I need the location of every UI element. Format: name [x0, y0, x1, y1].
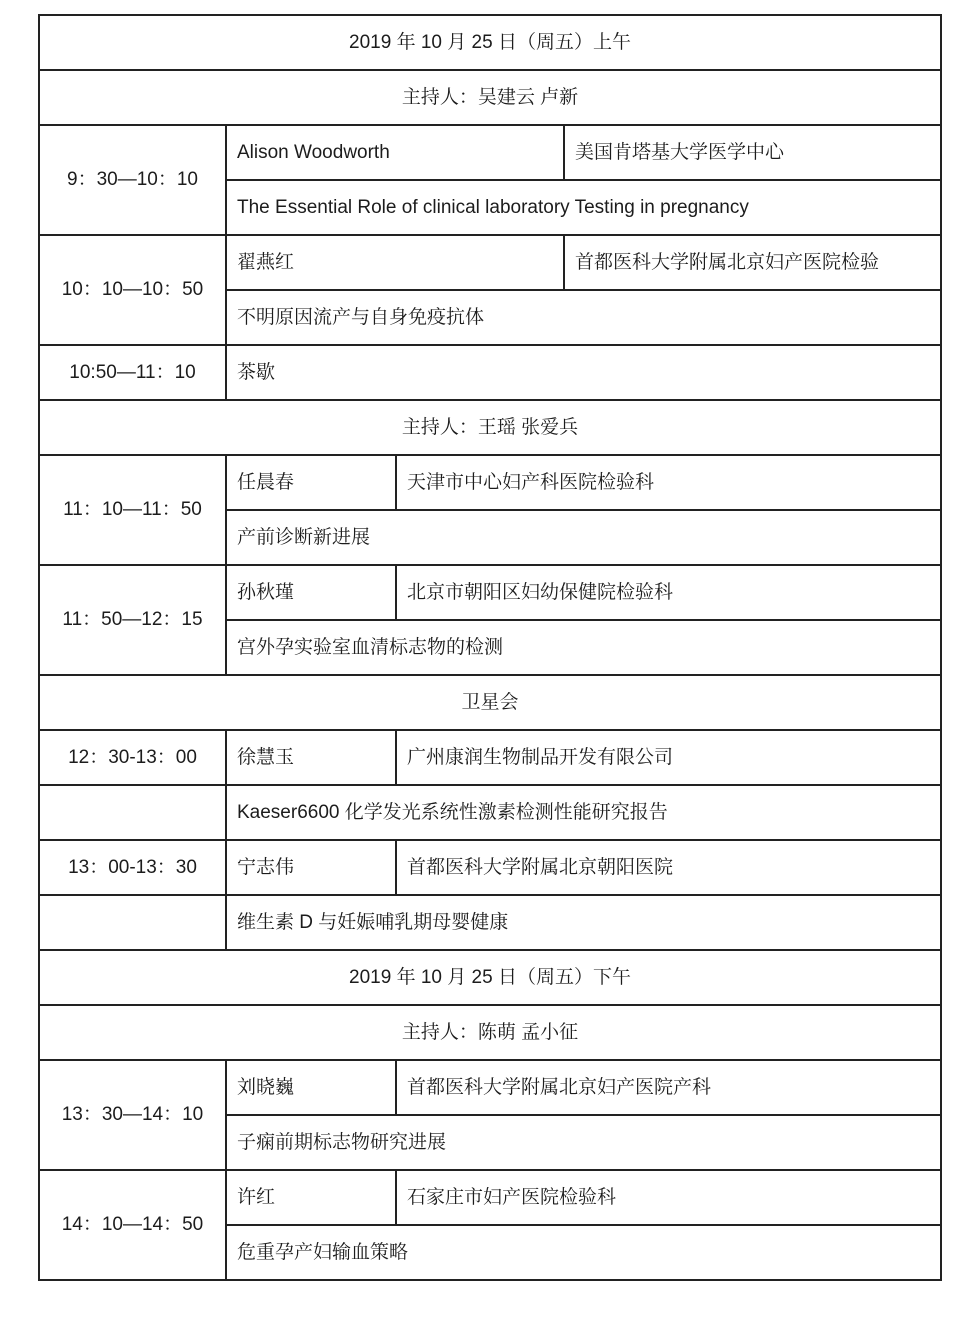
table-row	[39, 400, 941, 455]
moderator-cell: 主持人：陈萌 孟小征	[39, 1005, 941, 1060]
satellite-header-cell: 卫星会	[39, 675, 941, 730]
empty-time-cell	[39, 895, 226, 950]
institution-cell: 天津市中心妇产科医院检验科	[396, 455, 941, 510]
time-cell: 11：50—12：15	[39, 565, 226, 675]
time-cell: 14：10—14：50	[39, 1170, 226, 1280]
institution-cell: 首都医科大学附属北京妇产医院检验	[564, 235, 941, 290]
table-row	[39, 785, 941, 840]
table-row	[39, 950, 941, 1005]
moderator-cell: 主持人：王瑶 张爱兵	[39, 400, 941, 455]
date-header-cell: 2019 年 10 月 25 日（周五）下午	[39, 950, 941, 1005]
speaker-cell: 宁志伟	[226, 840, 396, 895]
table-row	[39, 840, 941, 895]
institution-cell: 美国肯塔基大学医学中心	[564, 125, 941, 180]
table-row	[39, 675, 941, 730]
table-row	[39, 730, 941, 785]
time-cell: 13：30—14：10	[39, 1060, 226, 1170]
speaker-cell: 许红	[226, 1170, 396, 1225]
time-cell: 13：00-13：30	[39, 840, 226, 895]
institution-cell: 首都医科大学附属北京朝阳医院	[396, 840, 941, 895]
date-header-cell: 2019 年 10 月 25 日（周五）上午	[39, 15, 941, 70]
empty-time-cell	[39, 785, 226, 840]
table-row	[39, 1170, 941, 1225]
institution-cell: 广州康润生物制品开发有限公司	[396, 730, 941, 785]
schedule-table-body	[39, 15, 941, 1280]
table-row	[39, 70, 941, 125]
talk-title-cell: 维生素 D 与妊娠哺乳期母婴健康	[226, 895, 941, 950]
time-cell: 9：30—10：10	[39, 125, 226, 235]
time-cell: 10:50—11：10	[39, 345, 226, 400]
moderator-cell: 主持人：吴建云 卢新	[39, 70, 941, 125]
table-row	[39, 345, 941, 400]
time-cell: 10：10—10：50	[39, 235, 226, 345]
speaker-cell: 翟燕红	[226, 235, 564, 290]
speaker-cell: 孙秋瑾	[226, 565, 396, 620]
talk-title-cell: 茶歇	[226, 345, 941, 400]
table-row	[39, 455, 941, 510]
table-row	[39, 1005, 941, 1060]
talk-title-cell: The Essential Role of clinical laboratory Testing in pregnancy	[226, 180, 941, 235]
table-row	[39, 895, 941, 950]
talk-title-cell: 不明原因流产与自身免疫抗体	[226, 290, 941, 345]
speaker-cell: Alison Woodworth	[226, 125, 564, 180]
talk-title-cell: 产前诊断新进展	[226, 510, 941, 565]
table-row	[39, 235, 941, 290]
talk-title-cell: 子痫前期标志物研究进展	[226, 1115, 941, 1170]
speaker-cell: 刘晓巍	[226, 1060, 396, 1115]
time-cell: 11：10—11：50	[39, 455, 226, 565]
institution-cell: 石家庄市妇产医院检验科	[396, 1170, 941, 1225]
talk-title-cell: 宫外孕实验室血清标志物的检测	[226, 620, 941, 675]
table-row	[39, 15, 941, 70]
talk-title-cell: Kaeser6600 化学发光系统性激素检测性能研究报告	[226, 785, 941, 840]
conference-schedule-table	[38, 14, 942, 1281]
table-row	[39, 565, 941, 620]
table-row	[39, 1060, 941, 1115]
time-cell: 12：30-13：00	[39, 730, 226, 785]
speaker-cell: 任晨春	[226, 455, 396, 510]
institution-cell: 首都医科大学附属北京妇产医院产科	[396, 1060, 941, 1115]
speaker-cell: 徐慧玉	[226, 730, 396, 785]
table-row	[39, 125, 941, 180]
institution-cell: 北京市朝阳区妇幼保健院检验科	[396, 565, 941, 620]
talk-title-cell: 危重孕产妇输血策略	[226, 1225, 941, 1280]
